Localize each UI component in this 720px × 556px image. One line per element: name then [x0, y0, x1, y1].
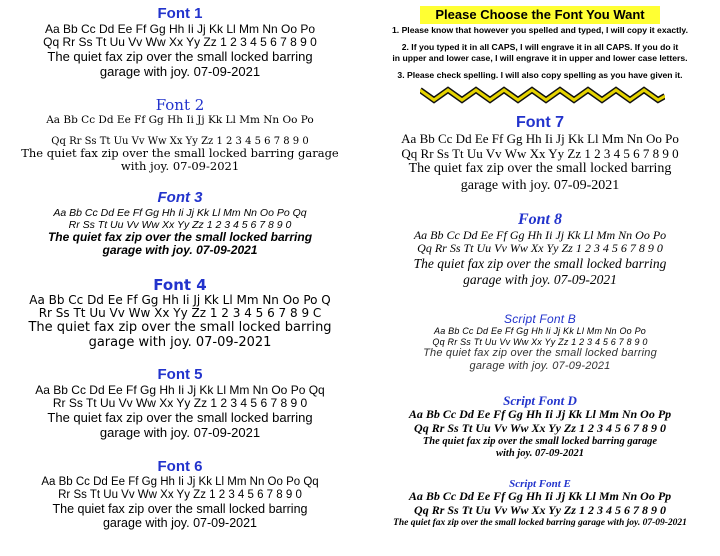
alphabet-line: Rr Ss Tt Uu Vv Ww Xx Yy Zz 1 2 3 4 5 6 7 8 9 0 — [52, 396, 308, 411]
sentence-line: The quiet fax zip over the small locked barring garage — [21, 146, 339, 161]
sentence-line: with joy. 07-09-2021 — [496, 447, 584, 459]
instruction-line: 1. Please know that however you spelled and typed, I will copy it exactly. — [392, 25, 688, 35]
font-title: Font 5 — [157, 367, 203, 383]
sentence-line: garage with joy. 07-09-2021 — [460, 177, 620, 193]
sentence-line: The quiet fax zip over the small locked barring — [47, 49, 313, 65]
font-title: Script Font B — [504, 313, 576, 326]
font-7-sample — [360, 114, 720, 194]
alphabet-line: Aa Bb Cc Dd Ee Ff Gg Hh Ii Jj Kk Ll Mm Nn Oo Po — [46, 113, 314, 126]
font-title: Script Font D — [503, 394, 577, 408]
alphabet-line: Qq Rr Ss Tt Uu Vv Ww Xx Yy Zz 1 2 3 4 5 6 7 8 9 0 — [432, 336, 648, 347]
alphabet-line: Qq Rr Ss Tt Uu Vv Ww Xx Yy Zz 1 2 3 4 5 6 7 8 9 0 — [414, 421, 666, 436]
sentence-line: garage with joy. 07-09-2021 — [102, 243, 258, 258]
font-4-sample — [0, 277, 360, 351]
alphabet-line: Qq Rr Ss Tt Uu Vv Ww Xx Yy Zz 1 2 3 4 5 6 7 8 9 0 — [43, 35, 317, 50]
script-font-e-sample — [360, 478, 720, 529]
alphabet-line: Qq Rr Ss Tt Uu Vv Ww Xx Yy Zz 1 2 3 4 5 6 7 8 9 0 — [417, 241, 663, 256]
script-font-b-sample — [360, 313, 720, 372]
alphabet-line: Aa Bb Cc Dd Ee Ff Gg Hh Ii Jj Kk Ll Mm Nn Oo Po Qq — [41, 475, 319, 488]
sentence-line: The quiet fax zip over the small locked barring garage with joy. 07-09-2021 — [393, 517, 687, 528]
font-title: Font 7 — [516, 114, 564, 131]
alphabet-line: Aa Bb Cc Dd Ee Ff Gg Hh Ii Jj Kk Ll Mm Nn Oo Pp — [408, 407, 672, 422]
right-column — [360, 0, 720, 556]
alphabet-line: Aa Bb Cc Dd Ee Ff Gg Hh Ii Jj Kk Ll Mm Nn Oo Po — [401, 130, 679, 146]
font-1-sample — [0, 6, 360, 80]
sentence-line: The quiet fax zip over the small locked barring — [47, 229, 313, 244]
zigzag-divider — [420, 86, 665, 104]
font-title: Font 3 — [157, 190, 203, 206]
script-font-d-sample — [360, 394, 720, 460]
sentence-line: The quiet fax zip over the small locked barring — [423, 346, 657, 359]
sentence-line: The quiet fax zip over the small locked barring — [408, 161, 672, 177]
font-title: Font 6 — [157, 459, 203, 475]
sentence-line: The quiet fax zip over the small locked barring — [52, 501, 308, 516]
sentence-line: The quiet fax zip over the small locked barring — [28, 320, 332, 336]
sentence-line: The quiet fax zip over the small locked barring — [47, 410, 313, 426]
alphabet-line: Aa Bb Cc Dd Ee Ff Gg Hh Ii Jj Kk Ll Mm Nn Oo Po — [434, 326, 646, 337]
sentence-line: garage with joy. 07-09-2021 — [102, 516, 258, 531]
font-2-sample — [0, 97, 360, 174]
sentence-line: garage with joy. 07-09-2021 — [88, 335, 272, 351]
alphabet-line: Qq Rr Ss Tt Uu Vv Ww Xx Yy Zz 1 2 3 4 5 6 7 8 9 0 — [51, 135, 309, 147]
instructions-banner: Please Choose the Font You Want — [420, 6, 660, 24]
sentence-line: garage with joy. 07-09-2021 — [99, 425, 261, 441]
font-title: Font 8 — [517, 211, 562, 228]
font-6-sample — [0, 459, 360, 531]
sentence-line: The quiet fax zip over the small locked barring — [413, 256, 667, 272]
font-title: Font 4 — [153, 277, 207, 294]
alphabet-line: Rr Ss Tt Uu Vv Ww Xx Yy Zz 1 2 3 4 5 6 7 8 9 0 — [68, 218, 292, 231]
font-title: Font 2 — [155, 97, 205, 114]
sentence-line: The quiet fax zip over the small locked barring garage — [422, 435, 658, 447]
sentence-line: garage with joy. 07-09-2021 — [463, 271, 617, 287]
font-8-sample — [360, 211, 720, 287]
instruction-line: 3. Please check spelling. I will also copy spelling as you have given it. — [397, 70, 683, 80]
alphabet-line: Rr Ss Tt Uu Vv Ww Xx Yy Zz 1 2 3 4 5 6 7 8 9 0 — [58, 488, 302, 501]
alphabet-line: Aa Bb Cc Dd Ee Ff Gg Hh Ii Jj Kk Ll Mm Nn Oo Po — [44, 21, 316, 36]
font-5-sample — [0, 367, 360, 441]
font-title: Font 1 — [157, 6, 203, 22]
sentence-line: with joy. 07-09-2021 — [120, 159, 240, 174]
font-title: Script Font E — [509, 478, 571, 490]
sentence-line: garage with joy. 07-09-2021 — [469, 359, 611, 372]
alphabet-line: Rr Ss Tt Uu Vv Ww Xx Yy Zz 1 2 3 4 5 6 7 8 9 C — [38, 306, 322, 321]
alphabet-line: Aa Bb Cc Dd Ee Ff Gg Hh Ii Jj Kk Ll Mm Nn Oo Po Qq — [35, 382, 325, 397]
instruction-line: 2. If you typed it in all CAPS, I will engrave it in all CAPS. If you do it — [401, 42, 679, 52]
alphabet-line: Aa Bb Cc Dd Ee Ff Gg Hh Ii Jj Kk Ll Mm Nn Oo Po Qq — [53, 206, 307, 219]
alphabet-line: Aa Bb Cc Dd Ee Ff Gg Hh Ii Jj Kk Ll Mm Nn Oo Pp — [408, 489, 672, 504]
font-3-sample — [0, 190, 360, 258]
alphabet-line: Qq Rr Ss Tt Uu Vv Ww Xx Yy Zz 1 2 3 4 5 6 7 8 9 0 — [414, 502, 666, 517]
instruction-line: in upper and lower case, I will engrave it in upper and lower case letters. — [392, 53, 688, 63]
alphabet-line: Qq Rr Ss Tt Uu Vv Ww Xx Yy Zz 1 2 3 4 5 6 7 8 9 0 — [401, 145, 679, 161]
alphabet-line: Aa Bb Cc Dd Ee Ff Gg Hh Ii Jj Kk Ll Mm Nn Oo Po Q — [29, 292, 331, 307]
alphabet-line: Aa Bb Cc Dd Ee Ff Gg Hh Ii Jj Kk Ll Mm Nn Oo Po — [413, 227, 667, 242]
sentence-line: garage with joy. 07-09-2021 — [99, 64, 261, 80]
